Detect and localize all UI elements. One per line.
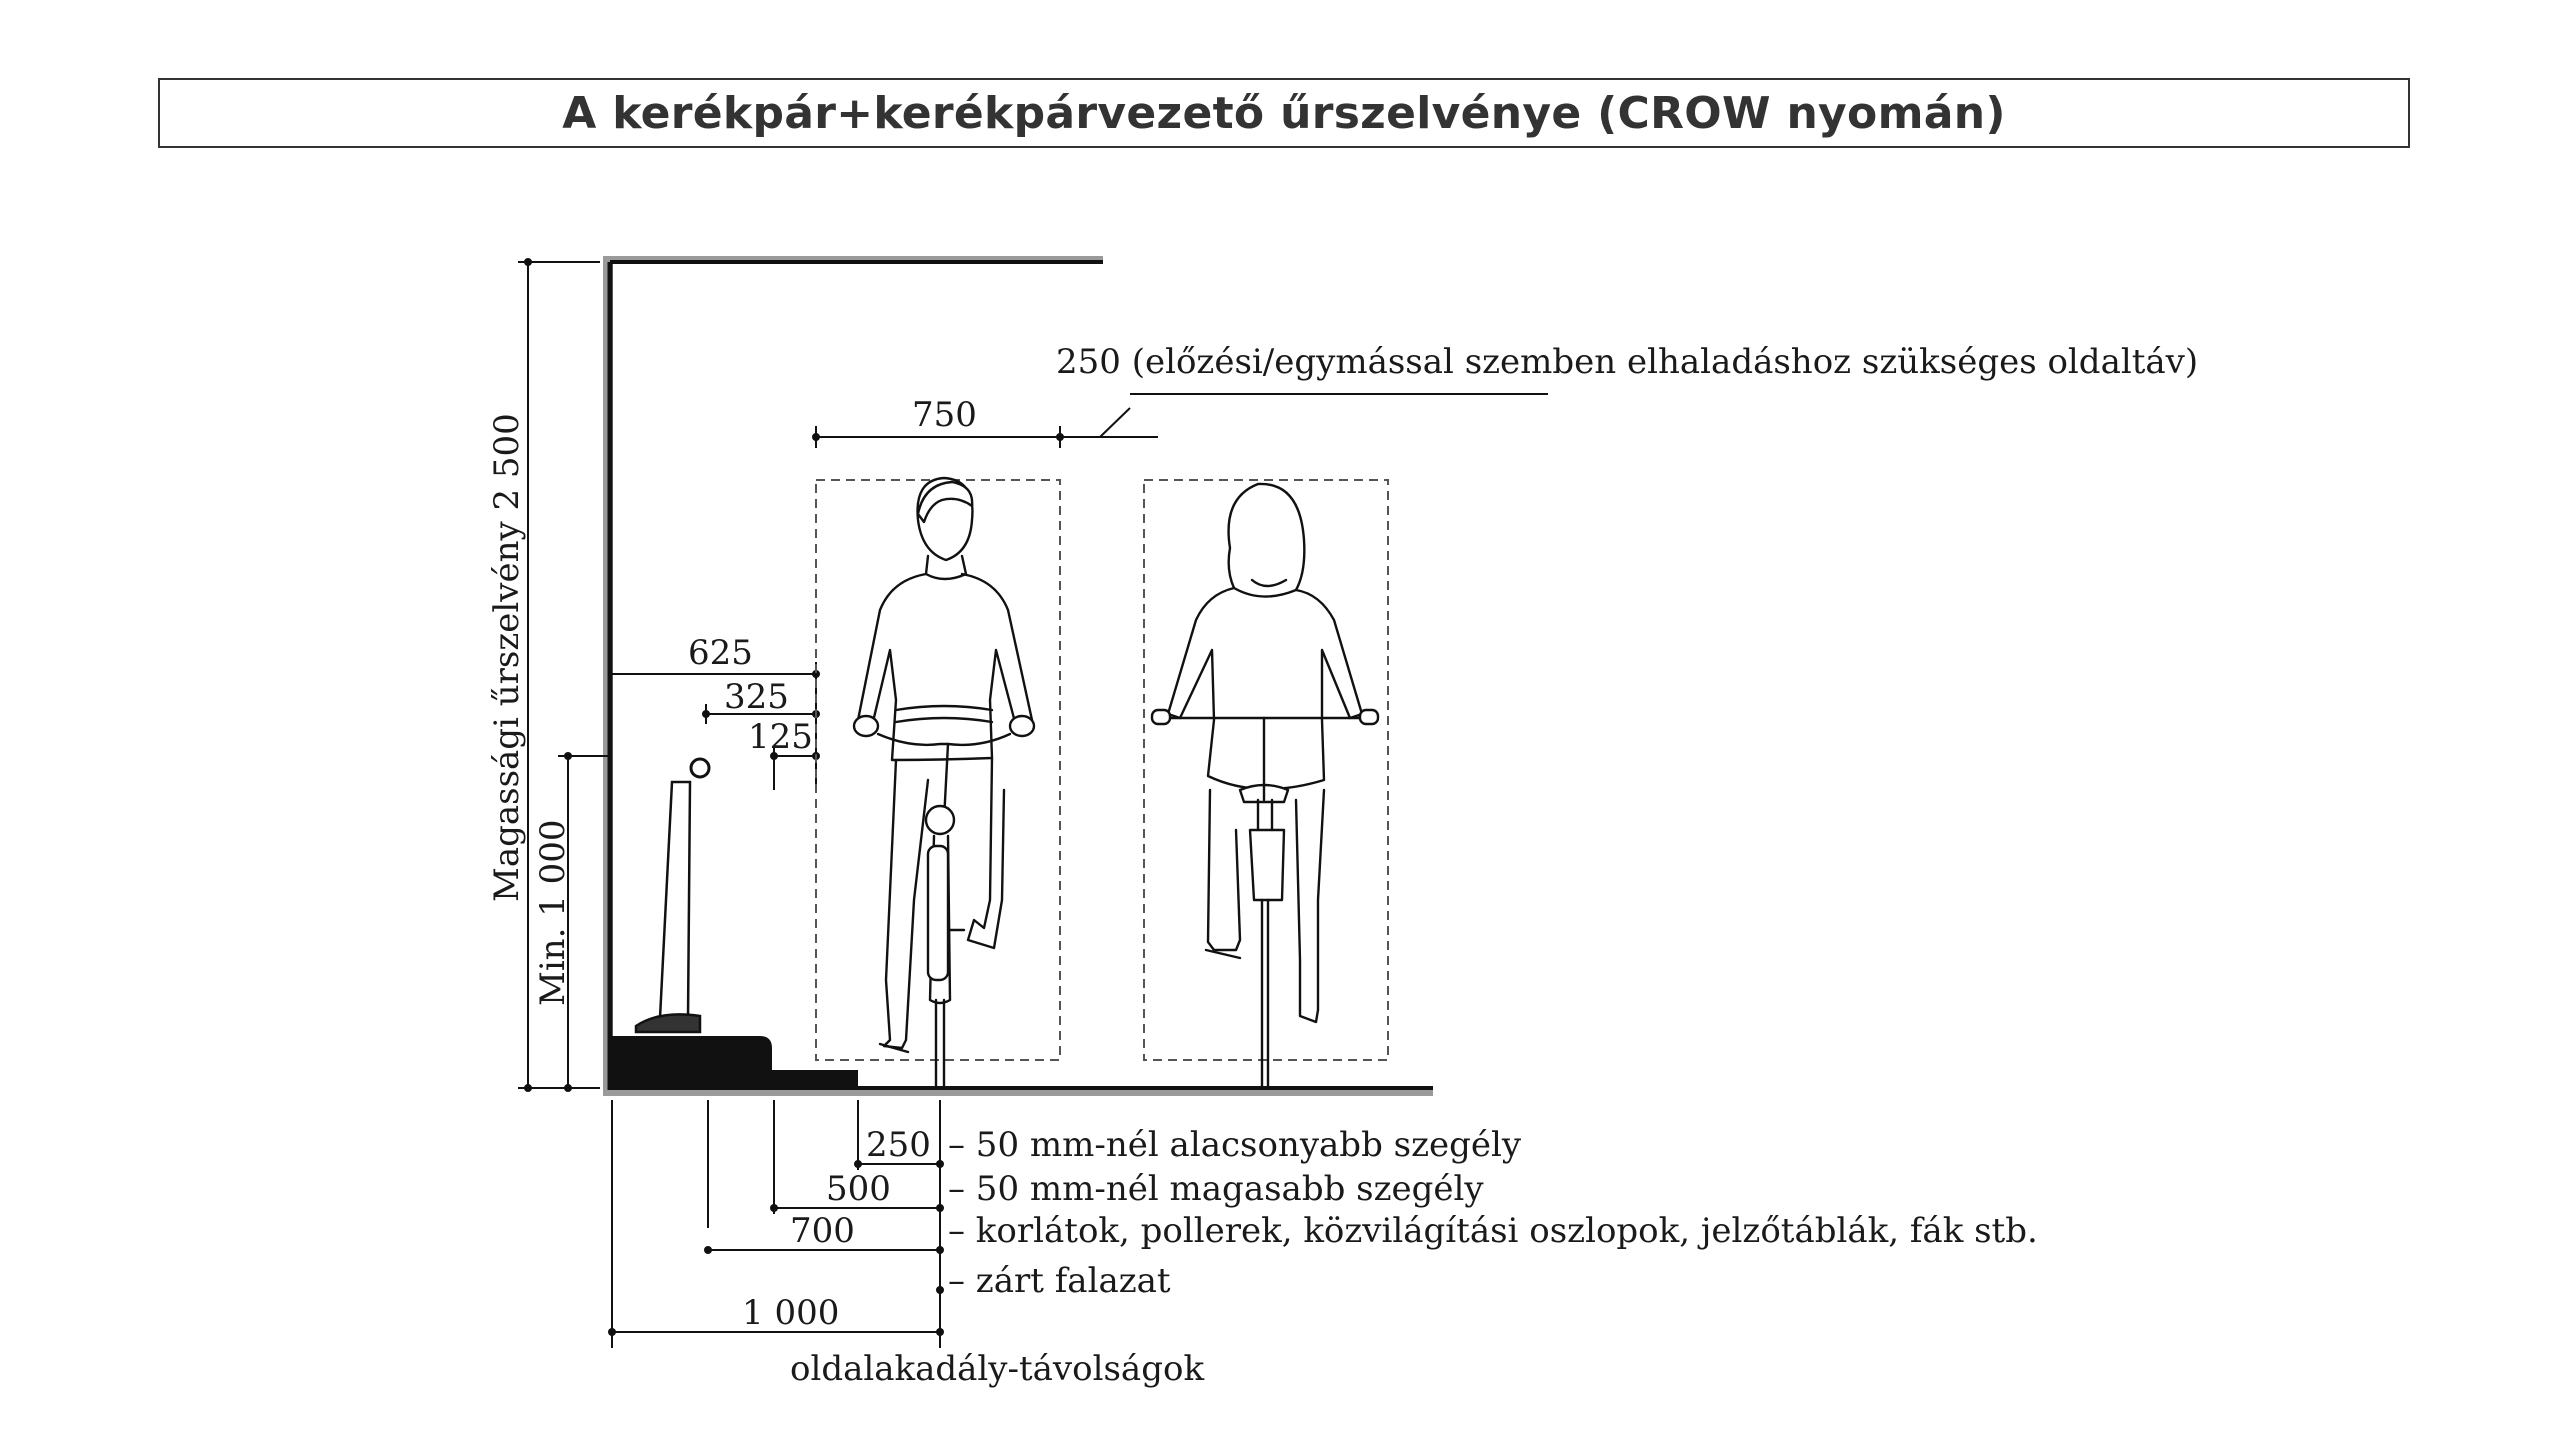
obstacle-desc-1: – 50 mm-nél magasabb szegély <box>948 1169 1484 1209</box>
curb <box>612 1036 858 1088</box>
passing-offset-label: 250 (előzési/egymással szemben elhaladáshoz szükséges oldaltáv) <box>1056 342 2199 382</box>
obstacle-value-0: 250 <box>866 1125 931 1165</box>
obstacle-value-2: 700 <box>790 1211 855 1251</box>
height-clearance-label: Magassági űrszelvény 2 500 <box>487 413 527 902</box>
min-height-label: Min. 1 000 <box>533 819 573 1006</box>
dim-625-label: 625 <box>688 633 753 673</box>
obstacle-desc-3: – zárt falazat <box>948 1261 1171 1301</box>
obstacle-desc-2: – korlátok, pollerek, közvilágítási oszlopok, jelzőtáblák, fák stb. <box>948 1211 2038 1251</box>
bollard <box>636 759 709 1032</box>
width-750-label: 750 <box>912 395 977 435</box>
obstacle-value-3: 1 000 <box>742 1293 840 1333</box>
cyclist-front-figure <box>854 478 1034 1088</box>
dim-325-label: 325 <box>724 677 789 717</box>
obstacle-distances-label: oldalakadály-távolságok <box>790 1349 1205 1389</box>
cyclist-rear-figure <box>1152 484 1378 1088</box>
obstacle-desc-0: – 50 mm-nél alacsonyabb szegély <box>948 1125 1522 1165</box>
obstacle-value-1: 500 <box>826 1169 891 1209</box>
page-title: A kerékpár+kerékpárvezető űrszelvénye (CROW nyomán) <box>562 87 2006 139</box>
wall-and-ground <box>603 256 1433 1096</box>
dim-125-label: 125 <box>748 717 813 757</box>
